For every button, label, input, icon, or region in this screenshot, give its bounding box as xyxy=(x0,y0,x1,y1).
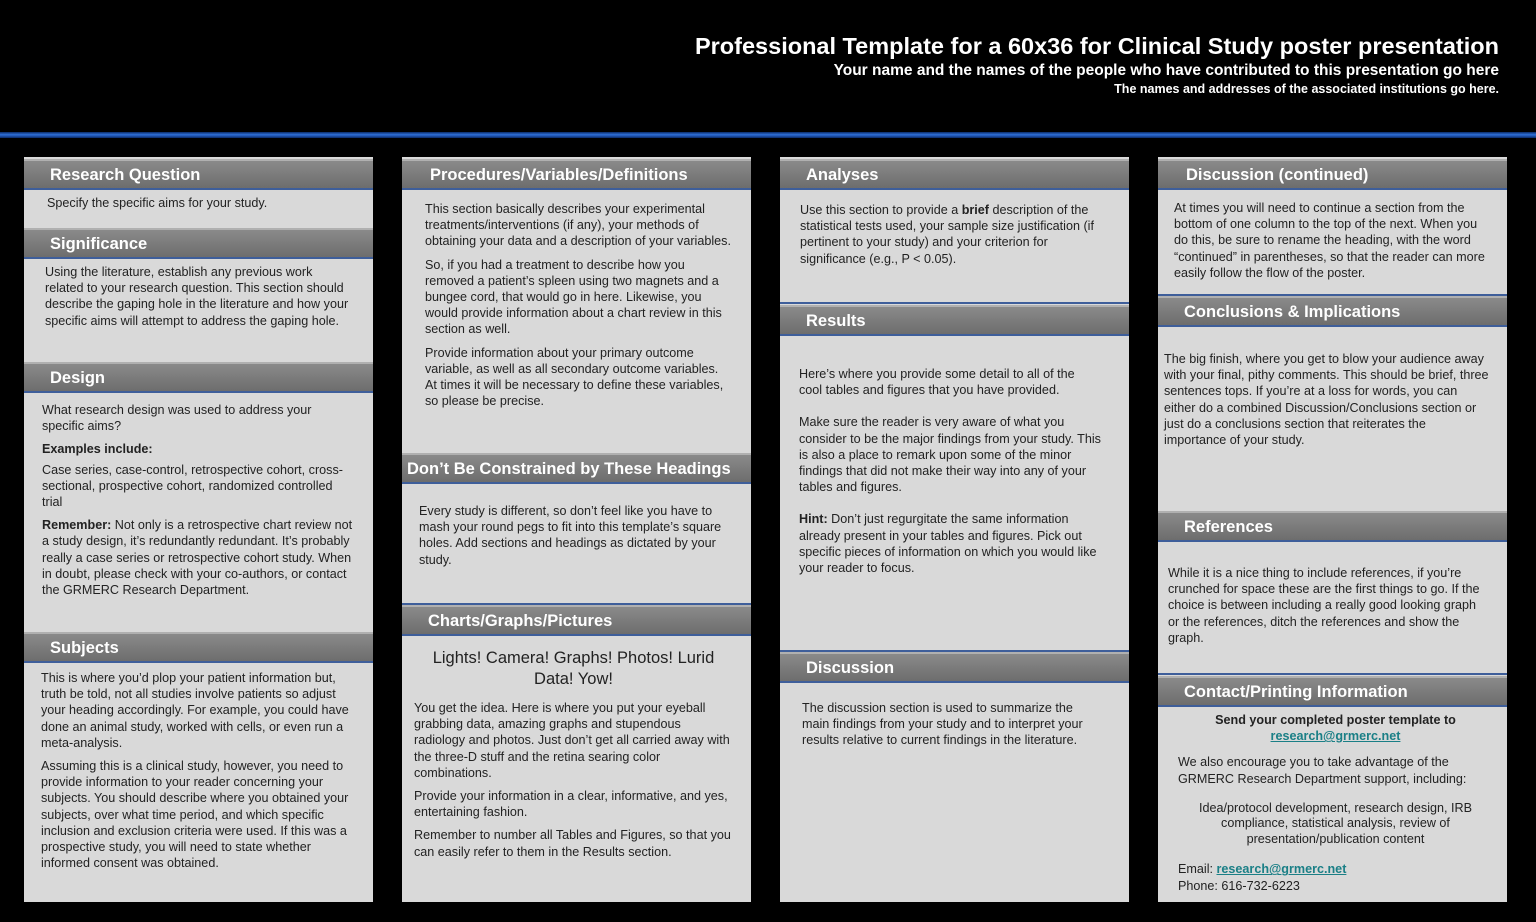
phone-number: Phone: 616-732-6223 xyxy=(1178,878,1300,893)
heading-constrained: Don’t Be Constrained by These Headings xyxy=(402,453,751,484)
conclusions-text: The big finish, where you get to blow your audience away with your final, pithy comments. This should be brief, three sentences tops. If you’re at a loss for words, you can either do a combined Discussion/Conclusions section or just do a conclusions section that reiterates the importance of your study. xyxy=(1164,352,1489,448)
heading-charts: Charts/Graphs/Pictures xyxy=(402,605,751,636)
poster-header xyxy=(0,0,1536,132)
header-divider xyxy=(0,132,1536,138)
poster-institutions: The names and addresses of the associated institutions go here. xyxy=(1114,82,1499,96)
contact-email-link[interactable]: research@grmerc.net xyxy=(1270,729,1401,744)
design-text: What research design was used to address your specific aims? Examples include: Case series, case-control, retrospective cohort, cross-sectional, prospective cohort, randomized controlled trial Remember: Not only is a retrospective chart review not a study design, it’s redundantly redundant. It’s probably really a case series or retrospective cohort study. When in doubt, please check with your co-authors, or contact the GRMERC Research Department. xyxy=(42,403,353,598)
heading-references: References xyxy=(1158,511,1507,542)
charts-tagline: Lights! Camera! Graphs! Photos! Lurid Data! Yow! xyxy=(432,649,715,688)
section-divider xyxy=(1158,673,1507,675)
charts-text: Lights! Camera! Graphs! Photos! Lurid Data! Yow! You get the idea. Here is where you put your eyeball grabbing data, amazing graphs and stupendous radiology and photos. Just don’t get all carried away with the three-D stuff and the retina searing color combinations. Provide your information in a clear, informative, and yes, entertaining fashion. Remember to number all Tables and Figures, so that you can easily refer to them in the Results section. xyxy=(402,648,751,867)
column-4 xyxy=(1158,157,1507,902)
heading-design: Design xyxy=(24,362,373,393)
heading-analyses: Analyses xyxy=(780,159,1129,190)
heading-discussion: Discussion xyxy=(780,652,1129,683)
heading-research-question: Research Question xyxy=(24,159,373,190)
poster-title: Professional Template for a 60x36 for Clinical Study poster presentation xyxy=(694,33,1499,59)
references-text: While it is a nice thing to include references, if you’re crunched for space these are the first things to go. If the choice is between including a really good looking graph or the references, ditch the references and show the graph. xyxy=(1168,566,1480,645)
column-1 xyxy=(24,157,373,902)
research-question-text: Specify the specific aims for your study. xyxy=(47,196,268,210)
email-link[interactable]: research@grmerc.net xyxy=(1216,862,1347,877)
constrained-text: Every study is different, so don’t feel like you have to mash your round pegs to fit into this template’s square holes. Add sections and headings as dictated by your study. xyxy=(419,504,722,567)
contact-text: Send your completed poster template to research@grmerc.net We also encourage you to take advantage of the GRMERC Research Department support, including: Idea/protocol development, research design, IRB compliance, statistical analysis, review of presentation/publication content Email: research@grmerc.net Phone: 616-732-6223 xyxy=(1158,712,1507,901)
significance-text: Using the literature, establish any previous work related to your research question. This section should describe the gaping hole in the literature and how your specific aims will attempt to address the gaping hole. xyxy=(45,265,349,328)
column-3 xyxy=(780,157,1129,902)
heading-significance: Significance xyxy=(24,228,373,259)
discussion-continued-text: At times you will need to continue a section from the bottom of one column to the top of the next. When you do this, be sure to rename the heading, with the word “continued” in parentheses, so that the reader can more easily follow the flow of the poster. xyxy=(1174,201,1485,280)
heading-procedures: Procedures/Variables/Definitions xyxy=(402,159,751,190)
heading-subjects: Subjects xyxy=(24,632,373,663)
results-text: Here’s where you provide some detail to all of the cool tables and figures that you have provided. Make sure the reader is very aware of what you consider to be the major findings from your study. This is also a place to remark upon some of the minor findings that did not make their way into any of your tables and figures. Hint: Don’t just regurgitate the same information already present in your tables and figures. Pick out specific pieces of information on which you would like your reader to focus. xyxy=(799,367,1101,576)
heading-conclusions: Conclusions & Implications xyxy=(1158,296,1507,327)
column-2 xyxy=(402,157,751,902)
subjects-text: This is where you’d plop your patient information but, truth be told, not all studies involve patients so adjust your heading accordingly. For example, you could have done an animal study, worked with cells, or even run a meta-analysis. Assuming this is a clinical study, however, you need to provide information to your reader concerning your subjects. You should describe where you obtained your subjects, over what time period, and which specific inclusion and exclusion criteria were used. If this was a prospective study, you will need to state whether informed consent was obtained. xyxy=(41,671,349,871)
heading-contact: Contact/Printing Information xyxy=(1158,676,1507,707)
heading-results: Results xyxy=(780,305,1129,336)
procedures-text: This section basically describes your experimental treatments/interventions (if any), your methods of obtaining your data and a description of your variables. So, if you had a treatment to describe how you removed a patient’s spleen using two magnets and a bungee cord, that would go in here. Likewise, you would provide information about a chart review in this section as well. Provide information about your primary outcome variable, as well as all secondary outcome variables. At times it will be necessary to define these variables, so please be precise. xyxy=(425,202,731,409)
analyses-text: Use this section to provide a brief description of the statistical tests used, your sample size justification (if pertinent to your study) and your criterion for significance (e.g., P < 0.05). xyxy=(800,203,1094,266)
section-divider xyxy=(780,302,1129,304)
heading-discussion-continued: Discussion (continued) xyxy=(1158,159,1507,190)
poster-authors: Your name and the names of the people who have contributed to this presentation go here xyxy=(833,62,1499,79)
discussion-text: The discussion section is used to summarize the main findings from your study and to interpret your results relative to current findings in the literature. xyxy=(802,701,1083,748)
